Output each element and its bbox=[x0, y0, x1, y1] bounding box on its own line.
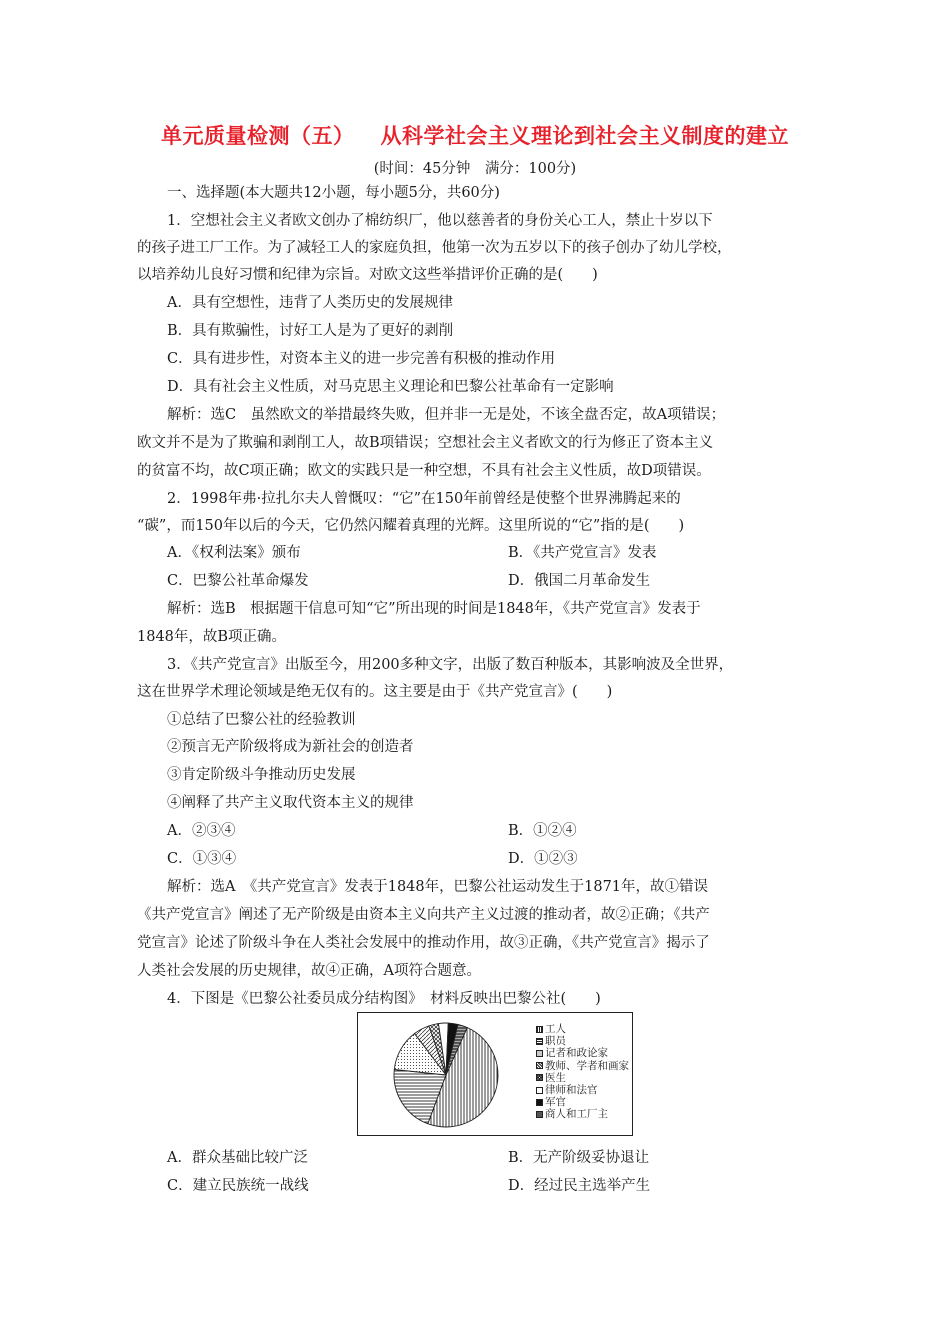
legend-label: 职员 bbox=[545, 1035, 566, 1048]
q3-option-d: D．①②③ bbox=[508, 851, 578, 867]
legend-swatch bbox=[536, 1111, 543, 1118]
pie-chart-figure bbox=[357, 1012, 633, 1136]
title-right: 从科学社会主义理论到社会主义制度的建立 bbox=[380, 124, 789, 148]
legend-item bbox=[536, 1047, 629, 1059]
q1-option-b: B．具有欺骗性，讨好工人是为了更好的剥削 bbox=[167, 323, 454, 339]
q3-analysis-4: 人类社会发展的历史规律，故④正确，A项符合题意。 bbox=[137, 963, 481, 979]
legend-swatch bbox=[536, 1062, 543, 1069]
legend-label: 商人和工厂主 bbox=[545, 1108, 608, 1121]
legend-label: 军官 bbox=[545, 1096, 566, 1109]
q1-analysis-2: 欧文并不是为了欺骗和剥削工人，故B项错误；空想社会主义者欧文的行为修正了资本主义 bbox=[137, 435, 714, 451]
q1-analysis-1: 解析：选C 虽然欧文的举措最终失败，但并非一无是处，不该全盘否定，故A项错误； bbox=[167, 407, 726, 423]
legend-item bbox=[536, 1023, 629, 1035]
legend-label: 教师、学者和画家 bbox=[545, 1059, 629, 1072]
q4-option-d: D．经过民主选举产生 bbox=[508, 1178, 651, 1194]
q1-option-c: C．具有进步性，对资本主义的进一步完善有积极的推动作用 bbox=[167, 351, 556, 367]
q1-line-1: 1．空想社会主义者欧文创办了棉纺织厂，他以慈善者的身份关心工人，禁止十岁以下 bbox=[167, 213, 713, 229]
q2-line-2: “碳”，而150年以后的今天，它仍然闪耀着真理的光辉。这里所说的“它”指的是( ) bbox=[137, 518, 685, 534]
legend-label: 工人 bbox=[545, 1023, 566, 1035]
legend-swatch bbox=[536, 1074, 543, 1081]
q4-line-1: 4．下图是《巴黎公社委员成分结构图》 材料反映出巴黎公社( ) bbox=[167, 991, 601, 1007]
q3-item-3: ③肯定阶级斗争推动历史发展 bbox=[167, 767, 356, 783]
q4-option-b: B．无产阶级妥协退让 bbox=[508, 1150, 650, 1166]
q2-line-1: 2．1998年弗·拉扎尔夫人曾慨叹：“它”在150年前曾经是使整个世界沸腾起来的 bbox=[167, 491, 681, 507]
q3-line-1: 3．《共产党宣言》出版至今，用200多种文字，出版了数百种版本，其影响波及全世界， bbox=[167, 657, 734, 673]
q3-analysis-2: 《共产党宣言》阐述了无产阶级是由资本主义向共产主义过渡的推动者，故②正确；《共产 bbox=[137, 907, 710, 923]
q4-option-a: A．群众基础比较广泛 bbox=[167, 1150, 308, 1166]
legend-swatch bbox=[536, 1038, 543, 1045]
q3-line-2: 这在世界学术理论领域是绝无仅有的。这主要是由于《共产党宣言》( ) bbox=[137, 684, 613, 700]
q2-option-b: B．《共产党宣言》发表 bbox=[508, 545, 657, 561]
q3-option-a: A．②③④ bbox=[167, 823, 236, 839]
section-heading: 一、选择题(本大题共12小题，每小题5分，共60分) bbox=[167, 185, 500, 201]
legend-swatch bbox=[536, 1050, 543, 1057]
q3-option-c: C．①③④ bbox=[167, 851, 237, 867]
q1-option-a: A．具有空想性，违背了人类历史的发展规律 bbox=[167, 295, 453, 311]
legend-item bbox=[536, 1060, 629, 1072]
q2-option-c: C．巴黎公社革命爆发 bbox=[167, 573, 309, 589]
chart-legend bbox=[536, 1023, 629, 1121]
q1-analysis-3: 的贫富不均，故C项正确；欧文的实践只是一种空想，不具有社会主义性质，故D项错误。 bbox=[137, 463, 711, 479]
legend-swatch bbox=[536, 1099, 543, 1106]
legend-item bbox=[536, 1035, 629, 1047]
q3-item-4: ④阐释了共产主义取代资本主义的规律 bbox=[167, 795, 414, 811]
q2-analysis-1: 解析：选B 根据题干信息可知“它”所出现的时间是1848年，《共产党宣言》发表于 bbox=[167, 601, 701, 617]
legend-item bbox=[536, 1108, 629, 1120]
legend-item bbox=[536, 1096, 629, 1108]
legend-label: 律师和法官 bbox=[545, 1083, 598, 1096]
q4-option-c: C．建立民族统一战线 bbox=[167, 1178, 309, 1194]
q3-item-1: ①总结了巴黎公社的经验教训 bbox=[167, 712, 356, 728]
q2-option-a: A．《权利法案》颁布 bbox=[167, 545, 301, 561]
title-left: 单元质量检测（五） bbox=[161, 124, 355, 148]
legend-swatch bbox=[536, 1087, 543, 1094]
q3-analysis-3: 党宣言》论述了阶级斗争在人类社会发展中的推动作用，故③正确，《共产党宣言》揭示了 bbox=[137, 935, 710, 951]
q3-option-b: B．①②④ bbox=[508, 823, 577, 839]
legend-label: 医生 bbox=[545, 1071, 566, 1084]
q3-item-2: ②预言无产阶级将成为新社会的创造者 bbox=[167, 739, 414, 755]
legend-item bbox=[536, 1084, 629, 1096]
exam-meta: (时间：45分钟 满分：100分) bbox=[373, 161, 577, 177]
q1-line-2: 的孩子进工厂工作。为了减轻工人的家庭负担，他第一次为五岁以下的孩子创办了幼儿学校， bbox=[137, 240, 732, 256]
legend-label: 记者和政论家 bbox=[545, 1047, 608, 1060]
q1-option-d: D．具有社会主义性质，对马克思主义理论和巴黎公社革命有一定影响 bbox=[167, 379, 614, 395]
q2-analysis-2: 1848年，故B项正确。 bbox=[137, 629, 287, 645]
q2-option-d: D．俄国二月革命发生 bbox=[508, 573, 651, 589]
legend-item bbox=[536, 1072, 629, 1084]
page-title bbox=[0, 120, 950, 150]
legend-swatch bbox=[536, 1026, 543, 1033]
q3-analysis-1: 解析：选A 《共产党宣言》发表于1848年，巴黎公社运动发生于1871年，故①错误 bbox=[167, 879, 709, 895]
q1-line-3: 以培养幼儿良好习惯和纪律为宗旨。对欧文这些举措评价正确的是( ) bbox=[137, 267, 598, 283]
